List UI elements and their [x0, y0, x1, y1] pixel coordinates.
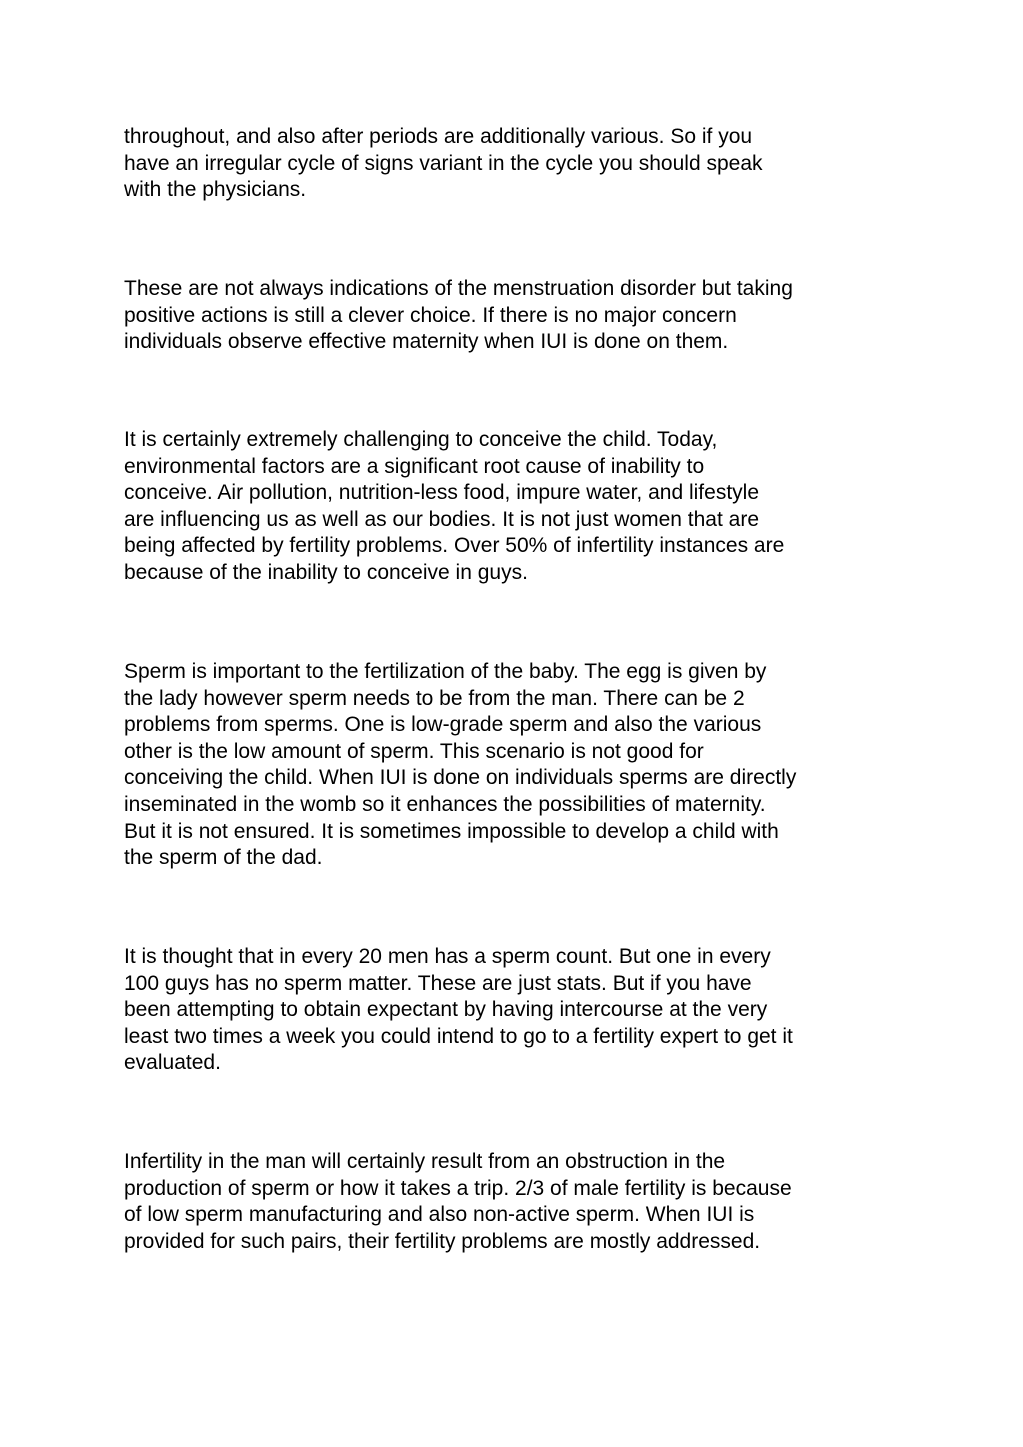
paragraph-5: [124, 944, 914, 1077]
paragraph-line: been attempting to obtain expectant by having intercourse at the very: [124, 998, 768, 1022]
paragraph-line: production of sperm or how it takes a trip. 2/3 of male fertility is because: [124, 1176, 792, 1200]
paragraph-line: individuals observe effective maternity when IUI is done on them.: [124, 330, 729, 354]
paragraph-line: But it is not ensured. It is sometimes impossible to develop a child with: [124, 819, 779, 843]
paragraph-line: throughout, and also after periods are additionally various. So if you: [124, 125, 753, 148]
paragraph-line: because of the inability to conceive in guys.: [124, 560, 528, 584]
paragraph-line: evaluated.: [124, 1051, 221, 1075]
paragraph-line: have an irregular cycle of signs variant in the cycle you should speak: [124, 151, 763, 175]
paragraph-line: other is the low amount of sperm. This scenario is not good for: [124, 739, 704, 763]
paragraph-line: provided for such pairs, their fertility problems are mostly addressed.: [124, 1229, 761, 1253]
paragraph-6: [124, 1149, 914, 1255]
paragraph-line: the sperm of the dad.: [124, 846, 323, 870]
paragraph-line: problems from sperms. One is low-grade sperm and also the various: [124, 713, 762, 737]
paragraph-line: conceiving the child. When IUI is done on individuals sperms are directly: [124, 766, 797, 790]
paragraph-line: These are not always indications of the menstruation disorder but taking: [124, 277, 793, 300]
paragraph-line: Sperm is important to the fertilization of the baby. The egg is given by: [124, 660, 767, 683]
paragraph-line: It is certainly extremely challenging to conceive the child. Today,: [124, 428, 718, 451]
paragraph-line: are influencing us as well as our bodies. It is not just women that are: [124, 507, 760, 531]
paragraph-line: conceive. Air pollution, nutrition-less food, impure water, and lifestyle: [124, 481, 759, 505]
paragraph-line: inseminated in the womb so it enhances the possibilities of maternity.: [124, 792, 766, 816]
paragraph-line: being affected by fertility problems. Over 50% of infertility instances are: [124, 534, 785, 558]
paragraph-1: [124, 124, 914, 204]
paragraph-line: with the physicians.: [124, 178, 307, 202]
paragraph-4: [124, 659, 914, 872]
paragraph-line: the lady however sperm needs to be from the man. There can be 2: [124, 686, 745, 710]
paragraph-3: [124, 427, 914, 587]
paragraph-line: 100 guys has no sperm matter. These are just stats. But if you have: [124, 971, 752, 995]
paragraph-line: of low sperm manufacturing and also non-active sperm. When IUI is: [124, 1203, 755, 1227]
paragraph-line: positive actions is still a clever choice. If there is no major concern: [124, 303, 737, 327]
paragraph-2: [124, 276, 914, 356]
paragraph-line: Infertility in the man will certainly result from an obstruction in the: [124, 1150, 726, 1173]
paragraph-line: least two times a week you could intend to go to a fertility expert to get it: [124, 1024, 793, 1048]
paragraph-line: environmental factors are a significant root cause of inability to: [124, 454, 705, 478]
paragraph-line: It is thought that in every 20 men has a sperm count. But one in every: [124, 945, 771, 968]
